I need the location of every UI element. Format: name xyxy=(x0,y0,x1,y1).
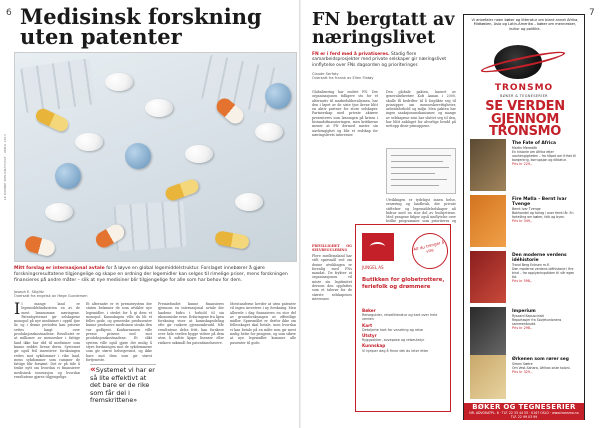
ad-brand: TRONSMO xyxy=(494,83,554,93)
book-cover-5[interactable] xyxy=(470,355,506,399)
yellow-capsule xyxy=(34,106,71,133)
left-body-col-3: Premiefondet kunne finansieres gjennom en internasjonal avtale der landene bidro i forhold til sin økonomiske evne. Erfaringene fra åpen forskning viser at kunnskapsdeling ofte gir raskere gjennombrudd. Når resultatene deles fritt, kan forskere over hele verden bygge videre på dem uten å måtte kjøpe lisenser eller risikere søksmål fra patentinnehavere. xyxy=(158,302,224,345)
blue-pill xyxy=(265,83,291,109)
ad-stamp: Alt du trenger å vite xyxy=(408,229,452,273)
photo-caption xyxy=(14,266,297,284)
right-byline-author: Claude Serfaty xyxy=(312,72,339,76)
left-byline-note: Oversatt fra engelsk av Hege Gundersen xyxy=(14,294,88,299)
right-body-col-3: Utviklingen er tydeligst innen helse, ernæring og landbruk, der private stiftelser og legemiddelselskaper nå bidrar med en stor del av budsjettene. Med pengene følger også innflytelse over hvilke programmer som prioriteres og xyxy=(386,198,456,224)
blister-pack xyxy=(113,201,186,252)
right-body-col-2: Den globale pakten, lansert av generalsekretær Kofi Annan i 2000, skulle få bedrifter til å forplikte seg til prinsipper om menneskerettigheter, arbeidsforhold og miljø. Men pakten har ingen sanksjonsmekanismer, og mange av selskapene som har sluttet seg til den, har blitt anklaget for alvorlige brudd på nettopp disse prinsippene. xyxy=(386,90,456,129)
ad-intro: Vi anbefaler noen bøker og litteratur om blant annet Afrika, Midtøsten, Asia og Latin-Amerika – bøker om mennesker, kultur og politikk. xyxy=(471,18,579,31)
ad-footer-address: NR. ADVOKATPL. 6 · TLF. 22 33 44 55 · 0167 OSLO · www.tronsmo.no xyxy=(469,411,579,415)
white-pill xyxy=(255,123,283,141)
caption-text: for å løyve en global legemiddelstruktur. Forslaget innebærer å gjøre forskningsresultatene tilgjengelige og skape en ordning der legemidler kan selges til rimelige priser, mens forskningen finansieres på andre måter – slik at nye medisiner blir tilgjengelige for alle som har behov for dem. xyxy=(14,266,288,283)
book-cover-1[interactable] xyxy=(470,139,506,191)
white-pill xyxy=(235,193,263,211)
left-body-columns xyxy=(14,299,299,420)
white-pill xyxy=(75,133,103,151)
ad-brand-sub: BØKER & TEGNESERIER xyxy=(500,94,548,98)
right-article-title: FN bergtatt av næringslivet xyxy=(312,10,455,48)
blister-pack xyxy=(201,54,279,114)
yellow-capsule xyxy=(214,230,250,250)
right-lead xyxy=(312,52,452,68)
left-byline xyxy=(14,290,88,299)
right-byline xyxy=(312,72,373,81)
ad-headline: Butikken for globetrottere, feriefolk og drømmere xyxy=(362,277,445,290)
book-entry-4: Imperium Ryszard Kapuscinski Reportasjer fra Sovjetunionens sammenbrudd. Pris kr 298,- xyxy=(512,309,562,331)
ad-footer-name: BØKER OG TEGNESERIER xyxy=(472,403,576,411)
right-byline-note: Oversatt fra fransk av Ellen Flatøy xyxy=(312,76,374,81)
book-entry-3: Den moderne verdens idéhistorie Trond Berg Eriksen m.fl. Den moderne verdens idéhistorie i fire bind – fra opplysningstiden til vår egen tid. Pris kr 598,- xyxy=(512,253,575,284)
white-pill xyxy=(105,73,133,91)
blister-pack xyxy=(20,58,96,113)
left-body-col-4: Motstanderne hevder at uten patenter vil ingen investere i ny forskning. Men allerede i dag finansieres en stor del av grunnforskningen av offentlige midler. Spørsmålet er derfor ikke om fellesskapet skal betale, men hvordan vi kan betale på en måte som gir mest mulig helse for pengene, og som sikrer at nye legemidler kommer alle pasienter til gode. xyxy=(230,302,296,345)
ad-footer-phone: TLF. 22 99 03 99 xyxy=(510,415,538,419)
tronsmo-ad[interactable] xyxy=(463,14,585,420)
right-body-col-4: Flere medlemsland har stilt spørsmål ved om denne utviklingen er forenlig med FNs mandat. De frykter at organisasjonen vil miste sin legitimitet dersom den oppfattes som et talerør for de største selskapenes interesser. xyxy=(312,254,352,301)
jungel-logo xyxy=(362,233,394,261)
left-byline-author: Joseph E. Stiglitz xyxy=(14,290,44,294)
book-cover-4[interactable] xyxy=(470,307,506,359)
right-body-col-1: Globalisering har endret FN. Der organisasjonen tidligere sto for et alternativ til markedsliberalismen, har den i løpet av de siste tjue årene blitt en aktiv partner for store selskaper. Partnerskap med private aktører presenteres som løsningen på krisen i bistandsfinansieringen, men kritikerne mener at FN dermed mister sin uavhengighet og blir et redskap for næringslivets interesser. xyxy=(312,90,378,137)
page-number-left: 6 xyxy=(6,8,12,18)
left-body-col-1: I I mange land er legemiddelindustrien en av de mest lønnsomme næringene. Patentsystemet gir selskapene monopol på nye medisiner i opptil tjue år, og i denne perioden kan prisene settes langt over produksjonskostnadene. Resultatet er at millioner av mennesker i fattige land ikke har råd til medisiner som kunne reddet livene deres. Systemet gir også feil insentiver: forskningen rettes mot sykdommer i rike land, mens sykdommer som rammer de fattige blir forsømt. Det er på tide å tenke nytt om hvordan vi finansierer medisinsk innovasjon og hvordan resultatene gjøres tilgjengelige. xyxy=(14,299,80,380)
book-cover-3[interactable] xyxy=(470,251,506,303)
book-cover-2[interactable] xyxy=(470,195,506,247)
page-margin-text: LE MONDE DIPLOMATIQUE · APRIL 2013 xyxy=(3,133,7,200)
white-pill xyxy=(145,99,173,117)
right-lead-text: Stadig flere samarbeidsprosjekter med private selskaper gir næringslivet innflytelse over FNs dagsorden og prioriteringer. xyxy=(312,52,447,68)
right-lead-highlight: FN er i ferd med å privatiseres. xyxy=(312,52,390,57)
pills-photo xyxy=(14,52,297,262)
book-entry-5: Ørkenen som rører seg Simen Sætre Om Vest-Sahara, Afrikas siste koloni. Pris kr 329,- xyxy=(512,357,571,375)
bookshop-red-ad[interactable] xyxy=(355,224,451,412)
left-article-title: Medisinsk forskning uten patenter xyxy=(20,4,262,49)
book-entry-2: Fire Mølla – Bernt Ivar Tvenge Bernt Ivar Tvenge Bokhandel og forlag i over femti år. En fortelling om bøker, folk og byen. Pris kr 349,- xyxy=(512,197,574,224)
ad-footer[interactable] xyxy=(464,403,584,420)
page-number-right: 7 xyxy=(589,8,595,18)
book-entry-1: The Fate of Africa Martin Meredith En historie om Afrika etter uavhengigheten – fra håpet om frihet til borgerkrig, korrupsjon og diktatur. Pris kr 229,- xyxy=(512,141,576,167)
ad-slogan: SE VERDEN GJENNOM TRONSMO xyxy=(485,99,565,139)
white-pill xyxy=(45,203,73,221)
dropcap: I xyxy=(14,299,21,318)
ad-list: Bøker Reiseguider, reiselitteratur og kart over hele verden Kart Detaljerte kart for vandring og reise Utstyr Ryggsekker, sovepose og reiseutstyr Kunnskap Vi hjelper deg å finne det du leter etter xyxy=(362,308,438,353)
white-pill xyxy=(185,145,213,163)
blue-pill xyxy=(125,143,151,169)
inline-figure xyxy=(386,148,456,194)
orange-capsule xyxy=(23,234,56,257)
yellow-capsule xyxy=(164,178,201,203)
ad-publisher: JUNGEL AS xyxy=(362,265,384,270)
right-section-heading: FRIVILLIGHET OG SELVREGULERING xyxy=(312,244,352,253)
blue-pill xyxy=(55,163,81,189)
pull-quote: «Systemet vi har er så lite effektivt at det bare er de rike som får del i fremskrittene» xyxy=(90,365,155,405)
left-body-col-2: Et alternativ er et premiesystem der staten belønner de som utvikler nye legemidler, i stedet for å gi dem et monopol. Kunnskapen ville da bli et felles gode, og generiske produsenter kunne produsere medisinen straks den var godkjent. Konkurransen ville presse prisene ned mot produksjonskostnadene. Et slikt system ville også gjøre det mulig å styre forskningen mot de sykdommene som gir størst helsegevinst, og ikke bare mot dem som gir størst fortjeneste. xyxy=(86,302,152,362)
page-gutter xyxy=(299,0,301,428)
caption-highlight: Mitt forslag er internasjonal avtale xyxy=(14,266,105,271)
